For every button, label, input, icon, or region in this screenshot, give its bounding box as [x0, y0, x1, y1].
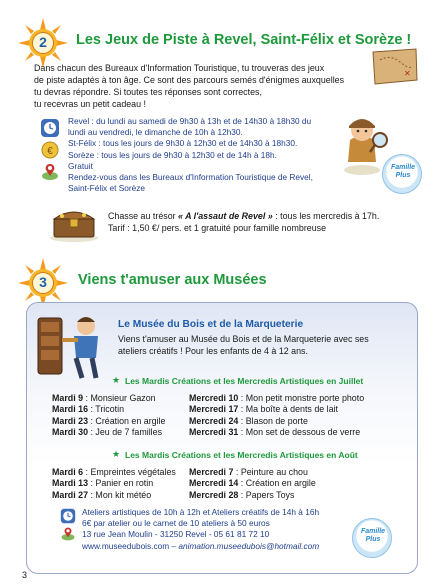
- email-link[interactable]: animation.museedubois@hotmail.com: [178, 540, 320, 551]
- hours-line: Rendez-vous dans les Bureaux d'Information Touristique de Revel,: [68, 172, 313, 183]
- separator: –: [169, 540, 179, 551]
- footer-line: 13 rue Jean Moulin - 31250 Revel - 05 61 81 72 10: [82, 529, 270, 540]
- treasure-map-icon: [370, 46, 420, 88]
- section-3-sun-icon: [18, 258, 68, 308]
- museum-intro-line: Viens t'amuser au Musée du Bois et de la Marqueterie avec ses: [118, 334, 369, 344]
- hours-line: St-Félix : tous les jours de 9h30 à 12h30 et de 14h30 à 18h30.: [68, 138, 298, 149]
- august-wednesday-list: [189, 467, 316, 501]
- woodworker-character-icon: [32, 308, 112, 384]
- clock-icon: [60, 508, 76, 524]
- list-item: Mardi 6 : Empreintes végétales: [52, 467, 176, 477]
- museum-intro: [118, 333, 414, 357]
- section-number: 3: [32, 272, 54, 294]
- hours-line: Gratuit: [68, 160, 93, 171]
- section-3-title: Viens t'amuser aux Musées: [78, 272, 267, 288]
- treasure-price: Tarif : 1,50 €/ pers. et 1 gratuité pour famille nombreuse: [108, 223, 327, 233]
- famille-plus-logo-text: Famille Plus: [390, 164, 416, 179]
- list-item: Mercredi 31 : Mon set de dessous de verre: [189, 427, 361, 438]
- hours-line: Revel : du lundi au samedi de 9h30 à 13h et de 14h30 à 18h30 du: [68, 116, 312, 126]
- treasure-hunt-line: [108, 210, 418, 222]
- star-icon: ★: [112, 449, 121, 459]
- treasure-prefix: Chasse au trésor: [108, 211, 179, 221]
- section-2-hours: [68, 116, 343, 194]
- section-2-sun-icon: [18, 18, 68, 68]
- museum-intro-line: ateliers créatifs ! Pour les enfants de 4 à 12 ans.: [118, 346, 308, 356]
- list-item: Mercredi 7 : Peinture au chou: [189, 467, 308, 477]
- treasure-chest-icon: [48, 203, 100, 243]
- price-icon: [40, 140, 60, 160]
- hours-line: Saint-Félix et Sorèze: [68, 183, 146, 194]
- list-item: Mardi 16 : Tricotin: [52, 404, 125, 415]
- intro-line: tu recevras un petit cadeau !: [34, 99, 146, 109]
- star-icon: ★: [112, 375, 121, 385]
- section-2-intro: [34, 62, 364, 110]
- hours-line: Sorèze : tous les jours de 9h30 à 12h30 et de 14h à 18h.: [68, 149, 277, 160]
- museum-title: Le Musée du Bois et de la Marqueterie: [118, 319, 304, 330]
- treasure-hunt-info: [108, 210, 418, 234]
- famille-plus-logo-text: Famille Plus: [360, 528, 386, 543]
- list-item: Mardi 30 : Jeu de 7 familles: [52, 427, 163, 438]
- july-tuesday-list: [52, 393, 165, 439]
- page-number: 3: [22, 570, 28, 580]
- footer-line: 6€ par atelier ou le carnet de 10 ateliers à 50 euros: [82, 518, 270, 529]
- section-2-title: Les Jeux de Piste à Revel, Saint-Félix et Sorèze !: [76, 32, 412, 48]
- intro-line: tu devras répondre. Si toutes tes réponses sont correctes,: [34, 87, 262, 97]
- intro-line: Dans chacun des Bureaux d'Information Touristique, tu trouveras des jeux: [34, 63, 325, 73]
- august-tuesday-list: [52, 467, 176, 501]
- list-item: Mardi 23 : Création en argile: [52, 415, 166, 426]
- famille-plus-logo: [382, 154, 422, 194]
- list-item: Mercredi 28 : Papers Toys: [189, 489, 295, 500]
- location-icon: [40, 162, 60, 182]
- svg-text:€: €: [47, 146, 53, 157]
- list-item: Mardi 27 : Mon kit météo: [52, 489, 152, 500]
- famille-plus-logo: [352, 518, 392, 558]
- contact-line: [82, 541, 342, 552]
- list-item: Mercredi 14 : Création en argile: [189, 478, 316, 489]
- museum-footer: [82, 507, 342, 552]
- list-item: Mercredi 24 : Blason de porte: [189, 415, 308, 426]
- july-wednesday-list: [189, 393, 364, 439]
- treasure-title: « A l'assaut de Revel »: [178, 211, 273, 221]
- list-item: Mardi 9 : Monsieur Gazon: [52, 393, 156, 403]
- july-heading: Les Mardis Créations et les Mercredis Artistiques en Juillet: [125, 376, 364, 386]
- clock-icon: [40, 118, 60, 138]
- august-heading: Les Mardis Créations et les Mercredis Artistiques en Août: [125, 450, 358, 460]
- website-link[interactable]: www.museedubois.com: [82, 540, 170, 551]
- hours-line: lundi au vendredi, le dimanche de 10h à 12h30.: [68, 127, 243, 138]
- section-number: 2: [32, 32, 54, 54]
- svg-text:✕: ✕: [404, 69, 411, 78]
- list-item: Mercredi 17 : Ma boîte à dents de lait: [189, 404, 339, 415]
- treasure-suffix: : tous les mercredis à 17h.: [272, 211, 380, 221]
- list-item: Mercredi 10 : Mon petit monstre porte photo: [189, 393, 365, 403]
- list-item: Mardi 13 : Panier en rotin: [52, 478, 154, 489]
- footer-line: Ateliers artistiques de 10h à 12h et Ateliers créatifs de 14h à 16h: [82, 507, 320, 517]
- location-icon: [60, 526, 76, 542]
- intro-line: de piste adaptés à ton âge. Ce sont des parcours semés d'énigmes auxquelles: [34, 75, 345, 85]
